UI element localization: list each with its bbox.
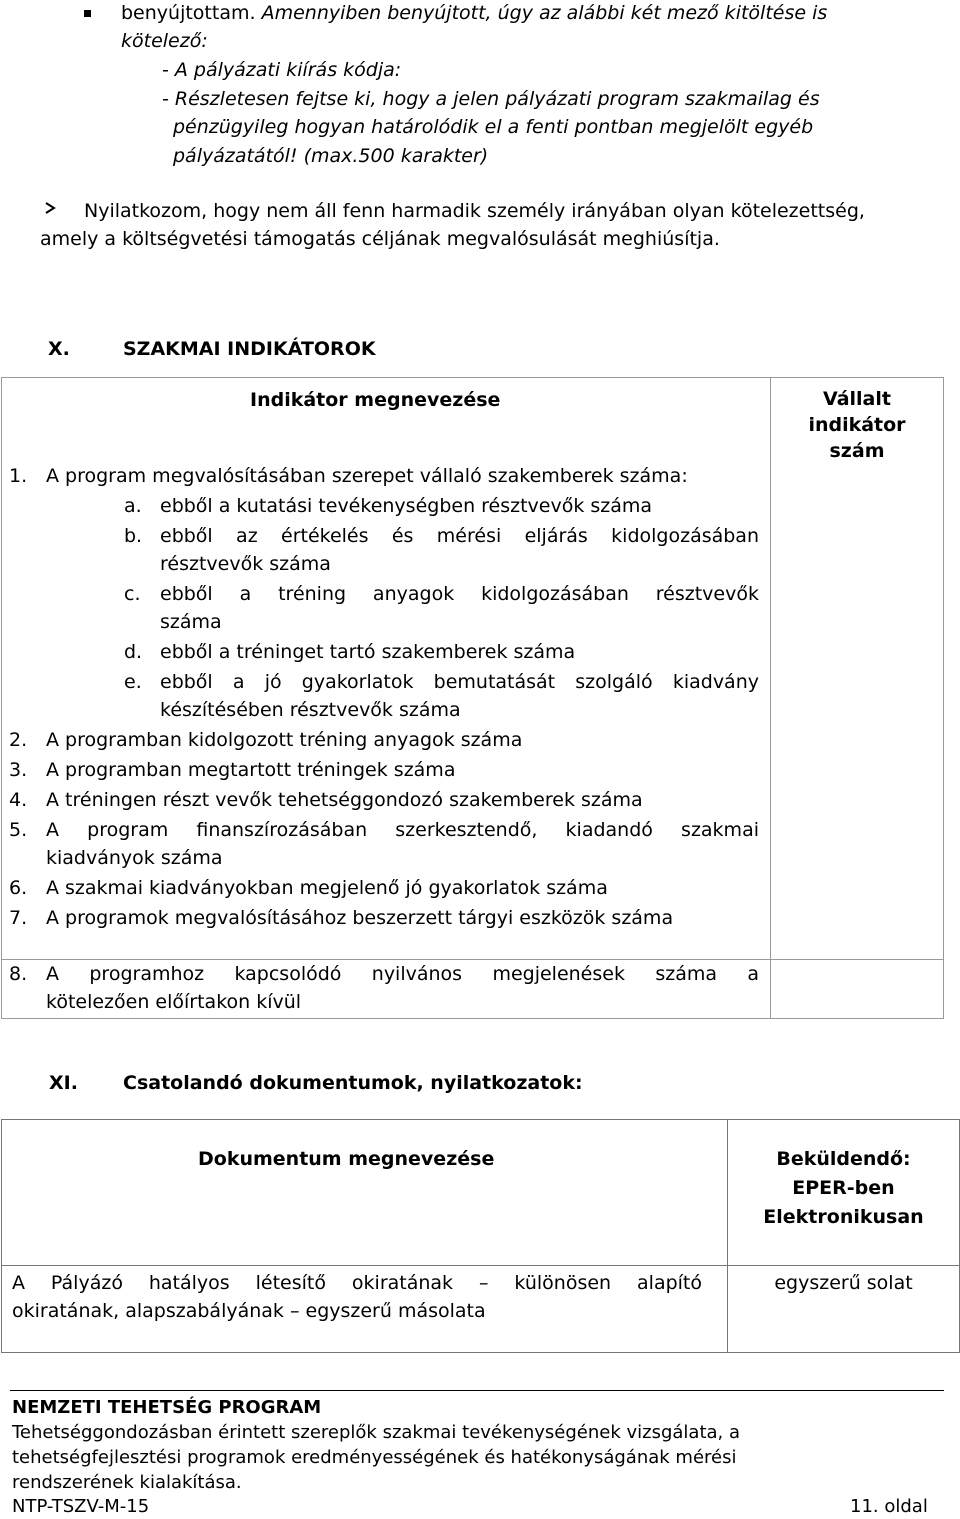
doc-header-cell bbox=[2, 1120, 728, 1266]
item1b-line1: ebből az értékelés és mérési eljárás kidolgozásában bbox=[160, 525, 759, 547]
bullet1-line2: kötelező: bbox=[121, 30, 208, 52]
item1d-text: ebből a tréninget tartó szakemberek száma bbox=[160, 641, 576, 663]
item6-text: A szakmai kiadványokban megjelenő jó gyakorlatok száma bbox=[46, 877, 608, 899]
item1c-line2: száma bbox=[160, 611, 222, 633]
footer-desc-line1: Tehetséggondozásban érintett szereplők szakmai tevékenységének vizsgálata, a bbox=[12, 1422, 741, 1443]
item2-text: A programban kidolgozott tréning anyagok száma bbox=[46, 729, 523, 751]
bullet1-line1 bbox=[121, 0, 827, 27]
doc-col-header: Dokumentum megnevezése bbox=[198, 1148, 495, 1170]
bullet1-normal: benyújtottam. bbox=[121, 2, 256, 24]
indicator-row8-value[interactable] bbox=[771, 960, 944, 1019]
col-name-header: Indikátor megnevezése bbox=[250, 389, 501, 411]
sub-item-detail-line3: pályázatától! (max.500 karakter) bbox=[173, 145, 489, 167]
item8-line1: A programhoz kapcsolódó nyilvános megjelenések száma a bbox=[46, 963, 759, 985]
send-col-header-line3: Elektronikusan bbox=[763, 1206, 924, 1228]
footer-desc-line2: tehetségfejlesztési programok eredményességének és hatékonyságának mérési bbox=[12, 1447, 737, 1468]
footer-rule bbox=[10, 1390, 944, 1391]
col-value-header-line3: szám bbox=[829, 440, 885, 462]
item1e-line1: ebből a jó gyakorlatok bemutatását szolgáló kiadvány bbox=[160, 671, 759, 693]
section-x-number: X. bbox=[48, 338, 70, 360]
indicator-table bbox=[1, 377, 944, 1019]
item1-num: 1. bbox=[9, 465, 28, 487]
item1b-line2: résztvevők száma bbox=[160, 553, 331, 575]
declaration-line2: amely a költségvetési támogatás céljának megvalósulását meghiúsítja. bbox=[40, 228, 720, 250]
section-x-title: SZAKMAI INDIKÁTOROK bbox=[123, 338, 376, 360]
item8-num: 8. bbox=[9, 963, 28, 985]
item5-line1: A program finanszírozásában szerkesztendő, kiadandó szakmai bbox=[46, 819, 759, 841]
col-value-header-line1: Vállalt bbox=[823, 388, 891, 410]
item4-text: A tréningen részt vevők tehetséggondozó szakemberek száma bbox=[46, 789, 643, 811]
footer-page-number: 11. oldal bbox=[850, 1496, 928, 1517]
indicator-row8-name bbox=[2, 960, 771, 1019]
indicator-value-column bbox=[771, 378, 944, 960]
sub-item-detail-line1: - Részletesen fejtse ki, hogy a jelen pályázati program szakmailag és bbox=[162, 88, 820, 110]
doc-row1-line2: okiratának, alapszabályának – egyszerű másolata bbox=[12, 1300, 486, 1322]
item5-num: 5. bbox=[9, 819, 28, 841]
item6-num: 6. bbox=[9, 877, 28, 899]
item1c-line1: ebből a tréning anyagok kidolgozásában résztvevők bbox=[160, 583, 759, 605]
bullet1-italic: Amennyiben benyújtott, úgy az alábbi két mező kitöltése is bbox=[261, 2, 828, 24]
item8-line2: kötelezően előírtakon kívül bbox=[46, 991, 302, 1013]
item7-num: 7. bbox=[9, 907, 28, 929]
arrow-bullet-icon bbox=[40, 198, 60, 218]
doc-row1-send-text: egyszerű solat bbox=[774, 1272, 913, 1294]
item1c-num: c. bbox=[124, 583, 141, 605]
item3-text: A programban megtartott tréningek száma bbox=[46, 759, 456, 781]
doc-row1-line1: A Pályázó hatályos létesítő okiratának – különösen alapító bbox=[12, 1272, 702, 1294]
sub-item-detail-line2: pénzügyileg hogyan határolódik el a fenti pontban megjelölt egyéb bbox=[173, 116, 814, 138]
indicator-name-column bbox=[2, 378, 771, 960]
send-col-header-line2: EPER-ben bbox=[792, 1177, 895, 1199]
item3-num: 3. bbox=[9, 759, 28, 781]
declaration-line1: Nyilatkozom, hogy nem áll fenn harmadik személy irányában olyan kötelezettség, bbox=[84, 200, 865, 222]
item1e-line2: készítésében résztvevők száma bbox=[160, 699, 461, 721]
section-xi-title: Csatolandó dokumentumok, nyilatkozatok: bbox=[123, 1072, 583, 1094]
item5-line2: kiadványok száma bbox=[46, 847, 223, 869]
bullet-square-icon bbox=[84, 10, 91, 17]
item1a-text: ebből a kutatási tevékenységben résztvevők száma bbox=[160, 495, 653, 517]
doc-row1-send bbox=[728, 1266, 960, 1353]
item1a-num: a. bbox=[124, 495, 142, 517]
item7-text: A programok megvalósításához beszerzett tárgyi eszközök száma bbox=[46, 907, 674, 929]
footer-desc-line3: rendszerének kialakítása. bbox=[12, 1472, 242, 1493]
item1-text: A program megvalósításában szerepet vállaló szakemberek száma: bbox=[46, 465, 688, 487]
item4-num: 4. bbox=[9, 789, 28, 811]
send-col-header-line1: Beküldendő: bbox=[776, 1148, 911, 1170]
col-value-header-line2: indikátor bbox=[808, 414, 906, 436]
send-header-cell bbox=[728, 1120, 960, 1266]
documents-table bbox=[1, 1119, 960, 1353]
footer-code: NTP-TSZV-M-15 bbox=[12, 1496, 150, 1517]
item1e-num: e. bbox=[124, 671, 142, 693]
footer-program-title: NEMZETI TEHETSÉG PROGRAM bbox=[12, 1397, 322, 1418]
item2-num: 2. bbox=[9, 729, 28, 751]
sub-item-code: - A pályázati kiírás kódja: bbox=[162, 59, 402, 81]
doc-row1-name bbox=[2, 1266, 728, 1353]
section-xi-number: XI. bbox=[49, 1072, 78, 1094]
item1d-num: d. bbox=[124, 641, 143, 663]
item1b-num: b. bbox=[124, 525, 143, 547]
